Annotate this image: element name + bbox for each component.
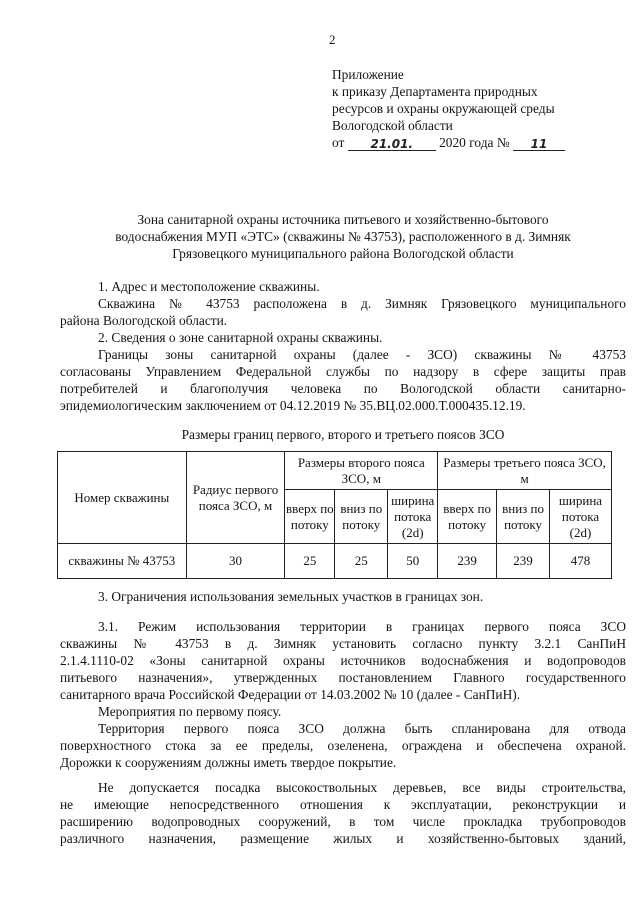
header-zone2-down: вниз по потоку: [335, 490, 388, 544]
header-zone3-width: ширина потока (2d): [550, 490, 612, 544]
title-line: водоснабжения МУП «ЭТС» (скважины № 43753), расположенного в д. Зимняк: [115, 229, 571, 244]
section3-paragraph: поверхностного стока за ее пределы, озеленена, ограждена и обеспечена охраной.: [60, 738, 626, 753]
section2-text: потребителей и благополучия человека по Вологодской области санитарно-: [60, 381, 626, 396]
sections-1-2: [60, 278, 626, 414]
appendix-date-line: [332, 134, 565, 151]
cell-radius: 30: [186, 544, 285, 579]
cell-zone2-width: 50: [388, 544, 438, 579]
section2-text: согласованы Управлением Федеральной службы по надзору в сфере защиты прав: [60, 364, 626, 379]
section2-text: Границы зоны санитарной охраны (далее - ЗСО) скважины № 43753: [98, 347, 626, 362]
section2-heading: 2. Сведения о зоне санитарной охраны скважины.: [98, 330, 383, 345]
title-line: Грязовецкого муниципального района Вологодской области: [172, 246, 514, 261]
header-well-number: Номер скважины: [58, 452, 187, 544]
section3-heading: 3. Ограничения использования земельных участков в границах зон.: [98, 589, 484, 604]
appendix-line: ресурсов и охраны окружающей среды: [332, 101, 555, 116]
cell-zone3-width: 478: [550, 544, 612, 579]
year-text: 2020 года: [439, 135, 494, 150]
appendix-title: Приложение: [332, 67, 404, 82]
header-radius: Радиус первого пояса ЗСО, м: [186, 452, 285, 544]
header-zone2: Размеры второго пояса ЗСО, м: [285, 452, 438, 490]
header-zone2-up: вверх по потоку: [285, 490, 335, 544]
section3-paragraph: 3.1. Режим использования территории в границах первого пояса ЗСО: [98, 619, 626, 634]
section3-paragraph: питьевого назначения», утвержденных постановлением Главного государственного: [60, 670, 626, 685]
date-field: [348, 135, 436, 151]
header-zone3-down: вниз по потоку: [497, 490, 550, 544]
title-line: Зона санитарной охраны источника питьевого и хозяйственно-бытового: [137, 212, 549, 227]
cell-zone3-up: 239: [438, 544, 497, 579]
number-label: №: [496, 135, 510, 150]
section3-paragraph: санитарного врача Российской Федерации от 14.03.2002 № 10 (далее - СанПиН).: [60, 687, 521, 702]
section1-heading: 1. Адрес и местоположение скважины.: [98, 279, 320, 294]
section2-text: эпидемиологическим заключением от 04.12.2019 № 35.ВЦ.02.000.Т.000435.12.19.: [60, 398, 526, 413]
header-zone3: Размеры третьего пояса ЗСО, м: [438, 452, 612, 490]
cell-zone3-down: 239: [497, 544, 550, 579]
page-number: 2: [329, 32, 336, 47]
number-field: [513, 135, 565, 151]
section3-paragraph: Не допускается посадка высокоствольных деревьев, все виды строительства,: [98, 780, 626, 795]
appendix-line: к приказу Департамента природных: [332, 84, 538, 99]
section3-paragraph: Дорожки к сооружениям должны иметь твердое покрытие.: [60, 755, 397, 770]
document-title: [60, 211, 626, 262]
section1-text: Скважина № 43753 расположена в д. Зимняк Грязовецкого муниципального: [98, 296, 626, 311]
handwritten-date: 21.01.: [370, 137, 413, 151]
handwritten-number: 11: [530, 137, 548, 151]
cell-zone2-up: 25: [285, 544, 335, 579]
cell-zone2-down: 25: [335, 544, 388, 579]
header-zone2-width: ширина потока (2d): [388, 490, 438, 544]
appendix-block: [332, 66, 565, 151]
zso-table: [57, 451, 612, 579]
section3-paragraph: Мероприятия по первому поясу.: [98, 704, 282, 719]
section3: [60, 588, 626, 847]
section3-paragraph: скважины № 43753 в д. Зимняк установить согласно пункту 3.2.1 СанПиН: [60, 636, 626, 651]
section3-paragraph: различного назначения, размещение жилых и хозяйственно-бытовых зданий,: [60, 831, 626, 846]
from-label: от: [332, 135, 345, 150]
section3-paragraph: не имеющие непосредственного отношения к эксплуатации, реконструкции и: [60, 797, 626, 812]
appendix-line: Вологодской области: [332, 118, 453, 133]
header-zone3-up: вверх по потоку: [438, 490, 497, 544]
table-caption: Размеры границ первого, второго и третьего поясов ЗСО: [181, 427, 505, 442]
section3-paragraph: расширению водопроводных сооружений, в том числе прокладка трубопроводов: [60, 814, 626, 829]
section1-text: района Вологодской области.: [60, 313, 228, 328]
section3-paragraph: 2.1.4.1110-02 «Зоны санитарной охраны источников водоснабжения и водопроводов: [60, 653, 626, 668]
section3-paragraph: Территория первого пояса ЗСО должна быть спланирована для отвода: [98, 721, 626, 736]
table-row: [58, 544, 612, 579]
cell-well: скважины № 43753: [58, 544, 187, 579]
